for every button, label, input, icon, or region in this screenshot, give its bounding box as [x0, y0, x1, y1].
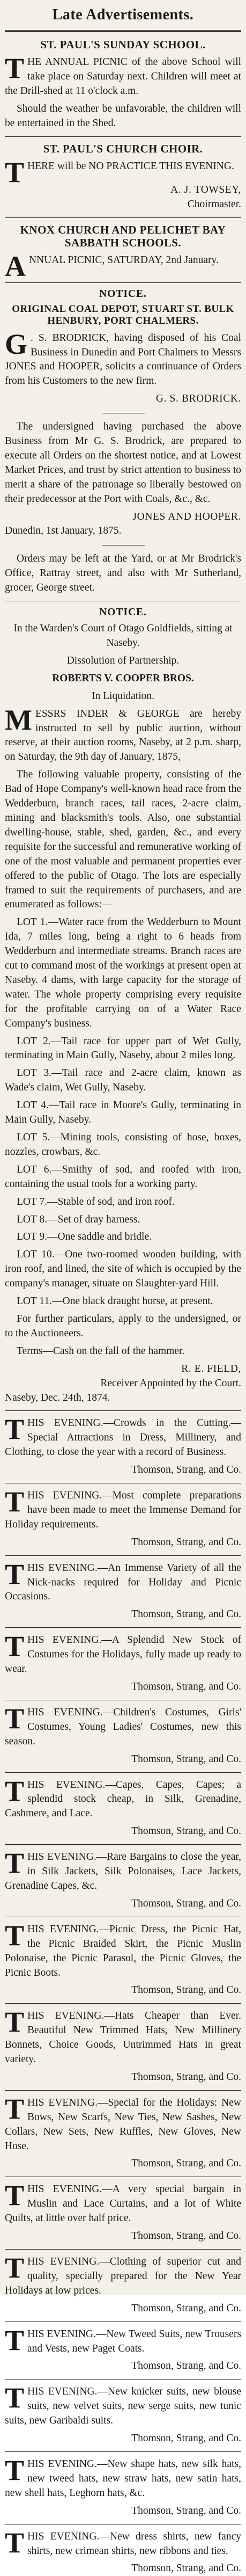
- ad-evening: [5, 1558, 241, 1622]
- divider: [5, 1772, 241, 1773]
- drop-cap: T: [5, 2252, 25, 2284]
- drop-cap: T: [5, 1630, 25, 1663]
- ad-body: HIS EVENING.—Crowds in the Cutting.—Special Attractions in Dress, Millinery, and Clothing, to close the year with a record of Business.: [5, 1417, 241, 1458]
- ad-heading: ORIGINAL COAL DEPOT, STUART ST. BULK HENBURY, PORT CHALMERS.: [12, 303, 234, 326]
- divider: [5, 1410, 241, 1411]
- ad-body: HIS EVENING.—A very special bargain in Muslin and Lace Curtains, and a lot of White Quilts, at little over half price.: [5, 2184, 241, 2224]
- drop-cap: T: [5, 2006, 25, 2039]
- drop-cap: T: [5, 1702, 25, 1735]
- divider: [5, 1844, 241, 1845]
- ad-signature: Thomson, Strang, and Co.: [131, 1681, 241, 1692]
- drop-cap: T: [5, 52, 25, 85]
- lot-item: LOT 4.—Tail race in Moore's Gully, terminating in Main Gully, Naseby.: [5, 1100, 241, 1126]
- court-line: In the Warden's Court of Otago Goldfields, sitting at Naseby.: [13, 623, 233, 649]
- ad-evening: [5, 2454, 241, 2519]
- drop-cap: T: [5, 1558, 25, 1590]
- drop-cap: T: [5, 2454, 25, 2486]
- ad-signature: Thomson, Strang, and Co.: [131, 1464, 241, 1476]
- ad-body-secondary: Orders may be left at the Yard, or at Mr Brodrick's Office, Rattray street, and also with Mr Sutherland, grocer, George street.: [5, 553, 241, 594]
- ad-signature: Thomson, Strang, and Co.: [131, 2505, 241, 2516]
- ad-notice-label: NOTICE.: [99, 607, 147, 618]
- ad-body: HIS EVENING.—Picnic Dress, the Picnic Hat, the Picnic Braided Skirt, the Picnic Muslin Polonaise, the Picnic Parasol, the Picnic Gloves, the Picnic Boots.: [5, 1923, 241, 1978]
- drop-cap: T: [5, 1919, 25, 1952]
- ad-body: NNUAL PICNIC, SATURDAY, 2nd January.: [29, 254, 219, 266]
- ad-signature: R. E. FIELD,: [181, 1363, 241, 1374]
- lot-item: LOT 5.—Mining tools, consisting of hose, boxes, nozzles, crowbars, &c.: [5, 1132, 241, 1158]
- ad-body-secondary: The following valuable property, consisting of the Bad of Hope Company's well-known head race from the Wedderburn, branch races, tail races, 2-acre claim, mining and blacksmith's tools. Also, one substantial dwelling-house, stable, shed, garden, &c., and every requisite for the successful and remunerative working of one of the most valuable and permanent properties ever offered to the public of Otago. The lots are especially framed to suit the requirements of purchasers, and are enumerated as follows:—: [5, 769, 241, 911]
- ad-body: The undersigned having purchased the above Business from Mr G. S. Brodrick, are prepared to execute all Orders on the shortest notice, and at Lowest Market Prices, and trust by strict attention to business to merit a share of the patronage so liberally bestowed on their predecessor at the Port with Coals, &c., &c.: [5, 421, 241, 505]
- ad-signature: Thomson, Strang, and Co.: [131, 1536, 241, 1548]
- title-divider: [5, 30, 241, 32]
- ad-body: ESSRS INDER & GEORGE are hereby instructed to sell by public auction, without reserve, at their auction rooms, Naseby, at 2 p.m. sharp, on Saturday, the 9th day of January, 1875,: [5, 708, 241, 763]
- ad-body: HIS EVENING.—An Immense Variety of all the Nick-nacks required for Holiday and Picnic Occasions.: [5, 1562, 241, 1603]
- divider: [5, 1555, 241, 1556]
- ad-signature: Thomson, Strang, and Co.: [131, 2433, 241, 2444]
- ad-signature: Thomson, Strang, and Co.: [131, 2360, 241, 2372]
- drop-cap: T: [5, 2382, 25, 2414]
- drop-cap: T: [5, 1413, 25, 1446]
- ad-evening: [5, 2092, 241, 2172]
- ad-body: HIS EVENING.—Capes, Capes, Capes; a splendid stock cheap, in Silk, Grenadine, Cashmere, and Lace.: [5, 1779, 241, 1820]
- ad-body: HIS EVENING.—Clothing of superior cut and quality, specially prepared for the New Year Holidays at low prices.: [5, 2256, 241, 2296]
- lot-item: LOT 1.—Water race from the Wedderburn to Mount Ida, 7 miles long, being a right to 6 heads from Wedderburn and intermediate streams. Branch races are cut to command most of the workings at present open at Naseby. 4 dams, with large capacity for the storage of water. The whole property comprising every requisite for the profitable carrying on of a Water Race Company's business.: [5, 916, 241, 1029]
- ad-body: HIS EVENING.—Special for the Holidays: New Bows, New Scarfs, New Ties, New Sashes, New Collars, New Sets, New Ruffles, New Gloves, New Hose.: [5, 2097, 241, 2152]
- ad-coal-depot: [5, 288, 241, 406]
- ad-auction-notice: [5, 607, 241, 1405]
- lot-item: LOT 3.—Tail race and 2-acre claim, known as Wade's claim, Wet Gully, Naseby.: [5, 1067, 241, 1094]
- ad-body: HIS EVENING.—New shape hats, new silk hats, new tweed hats, new straw hats, new satin hats, new shell hats, Leghorn hats, &c.: [5, 2458, 241, 2499]
- ad-body: HE ANNUAL PICNIC of the above School will take place on Saturday next. Children will meet at the Drill-shed at 11 o'clock a.m.: [5, 56, 241, 97]
- partnership-line: Dissolution of Partnership.: [66, 654, 180, 666]
- ad-date: Naseby, Dec. 24th, 1874.: [5, 1392, 110, 1403]
- ad-body: HIS EVENING.—Hats Cheaper than Ever. Beautiful New Trimmed Hats, New Millinery Bonnets, Choice Goods, Untrimmed Hats in great variety.: [5, 2010, 241, 2065]
- ad-sunday-school: [5, 38, 241, 131]
- lot-item: LOT 6.—Smithy of sod, and roofed with iron, containing the usual tools for a working party.: [5, 1163, 241, 1190]
- ad-body: HIS EVENING.—New dress shirts, new fancy shirts, new crimean shirts, new ribbons and ties.: [27, 2530, 241, 2557]
- ad-evening: [5, 2324, 241, 2374]
- ad-body: HERE will be NO PRACTICE THIS EVENING.: [27, 160, 234, 172]
- ad-evening: [5, 1919, 241, 1998]
- ad-knox-church: [5, 223, 241, 282]
- drop-cap: T: [5, 2179, 25, 2212]
- ad-signature: Thomson, Strang, and Co.: [131, 1897, 241, 1909]
- page-title: Late Advertisements.: [52, 6, 194, 23]
- ad-evening: [5, 2526, 241, 2576]
- ad-evening: [5, 2006, 241, 2085]
- liquidation-line: In Liquidation.: [92, 690, 154, 702]
- ad-signature: Thomson, Strang, and Co.: [131, 1753, 241, 1765]
- ad-evening: [5, 1630, 241, 1694]
- drop-cap: G: [5, 328, 28, 360]
- lot-item: LOT 11.—One black draught horse, at present.: [17, 1296, 213, 1307]
- ad-signature: Thomson, Strang, and Co.: [131, 1984, 241, 1996]
- ad-signature: Thomson, Strang, and Co.: [131, 2230, 241, 2242]
- ad-date: Dunedin, 1st January, 1875.: [5, 525, 122, 537]
- drop-cap: T: [5, 2324, 25, 2356]
- case-line: ROBERTS V. COOPER BROS.: [52, 672, 194, 684]
- divider: [5, 1627, 241, 1628]
- divider: [5, 217, 241, 218]
- ad-evening: [5, 1774, 241, 1839]
- ad-signature: Thomson, Strang, and Co.: [131, 2302, 241, 2314]
- ad-jones-hooper: [5, 420, 241, 595]
- ad-body: HIS EVENING.—Children's Costumes, Girls' Costumes, Young Ladies' Costumes, new this season.: [5, 1706, 241, 1747]
- ad-terms: Terms—Cash on the fall of the hammer.: [17, 1345, 185, 1357]
- divider: [5, 2090, 241, 2091]
- ad-heading: ST. PAUL'S CHURCH CHOIR.: [43, 142, 203, 155]
- drop-cap: T: [5, 156, 25, 188]
- divider: [5, 2003, 241, 2004]
- ad-body: HIS EVENING.—New knicker suits, new blouse suits, new velvet suits, new serge suits, new tunic suits, new Garibaldi suits.: [5, 2386, 241, 2427]
- lot-item: LOT 7.—Stable of sod, and iron roof.: [17, 1196, 175, 1207]
- ad-signature: Thomson, Strang, and Co.: [131, 2071, 241, 2083]
- ad-body: HIS EVENING.—Most complete preparations have been made to meet the Immense Demand for Holiday requirements.: [5, 1490, 241, 1530]
- ad-evening: [5, 2382, 241, 2446]
- ad-heading: ST. PAUL'S SUNDAY SCHOOL.: [40, 38, 206, 51]
- ad-body: HIS EVENING.—A Splendid New Stock of Costumes for the Holidays, fully made up ready to wear.: [5, 1634, 241, 1675]
- ad-notice-label: NOTICE.: [99, 288, 147, 300]
- ad-signature: Thomson, Strang, and Co.: [131, 2158, 241, 2170]
- ad-body: HIS EVENING.—Rare Bargains to close the year, in Silk Jackets, Silk Polonaises, Lace Jackets, Grenadine Capes, &c.: [5, 1851, 241, 1891]
- ad-signature-title: Receiver Appointed by the Court.: [100, 1377, 241, 1389]
- lot-item: LOT 9.—One saddle and bridle.: [17, 1231, 152, 1243]
- ad-signature: JONES AND HOOPER.: [132, 511, 241, 522]
- lot-item: LOT 2.—Tail race for upper part of Wet Gully, terminating in Main Gully, Naseby, about 2 miles long.: [5, 1035, 241, 1061]
- ad-evening: [5, 2252, 241, 2316]
- ad-evening: [5, 1486, 241, 1550]
- ad-evening: [5, 1847, 241, 1911]
- divider: [5, 282, 241, 283]
- drop-cap: M: [5, 703, 32, 736]
- ad-signature-title: Choirmaster.: [187, 198, 241, 210]
- drop-cap: T: [5, 2526, 25, 2559]
- ad-body-further: For further particulars, apply to the undersigned, or to the Auctioneers.: [5, 1313, 241, 1339]
- ad-body: . S. BRODRICK, having disposed of his Coal Business in Dunedin and Port Chalmers to Messrs JONES and HOOPER, solicits a continuance of Orders from his Customers to the new firm.: [5, 332, 241, 387]
- drop-cap: A: [5, 250, 26, 282]
- divider: [5, 136, 241, 137]
- ad-signature: Thomson, Strang, and Co.: [131, 2563, 241, 2574]
- ad-heading: KNOX CHURCH AND PELICHET BAY SABBATH SCHOOLS.: [20, 223, 226, 249]
- drop-cap: T: [5, 1774, 25, 1807]
- divider: [5, 2451, 241, 2452]
- ad-signature: Thomson, Strang, and Co.: [131, 1609, 241, 1620]
- ad-signature: Thomson, Strang, and Co.: [131, 1825, 241, 1837]
- drop-cap: T: [5, 1847, 25, 1880]
- ad-signature: G. S. BRODRICK.: [155, 393, 241, 405]
- ad-signature: A. J. TOWSEY,: [170, 184, 241, 195]
- lot-item: LOT 10.—One two-roomed wooden building, with iron roof, and lined, the site of which is occupied by the company's manager, situate on Slaughter-yard Hill.: [5, 1249, 241, 1290]
- ad-church-choir: [5, 142, 241, 212]
- divider: [5, 2249, 241, 2250]
- drop-cap: T: [5, 2092, 25, 2125]
- ad-evening: [5, 1413, 241, 1478]
- drop-cap: T: [5, 1486, 25, 1518]
- ad-evening: [5, 2179, 241, 2244]
- lot-item: LOT 8.—Set of dray harness.: [17, 1213, 140, 1225]
- ad-body-secondary: Should the weather be unfavorable, the children will be entertained in the Shed.: [5, 103, 241, 129]
- ad-evening: [5, 1702, 241, 1767]
- ad-body: HIS EVENING.—New Tweed Suits, new Trousers and Vests, new Paget Coats.: [27, 2328, 241, 2354]
